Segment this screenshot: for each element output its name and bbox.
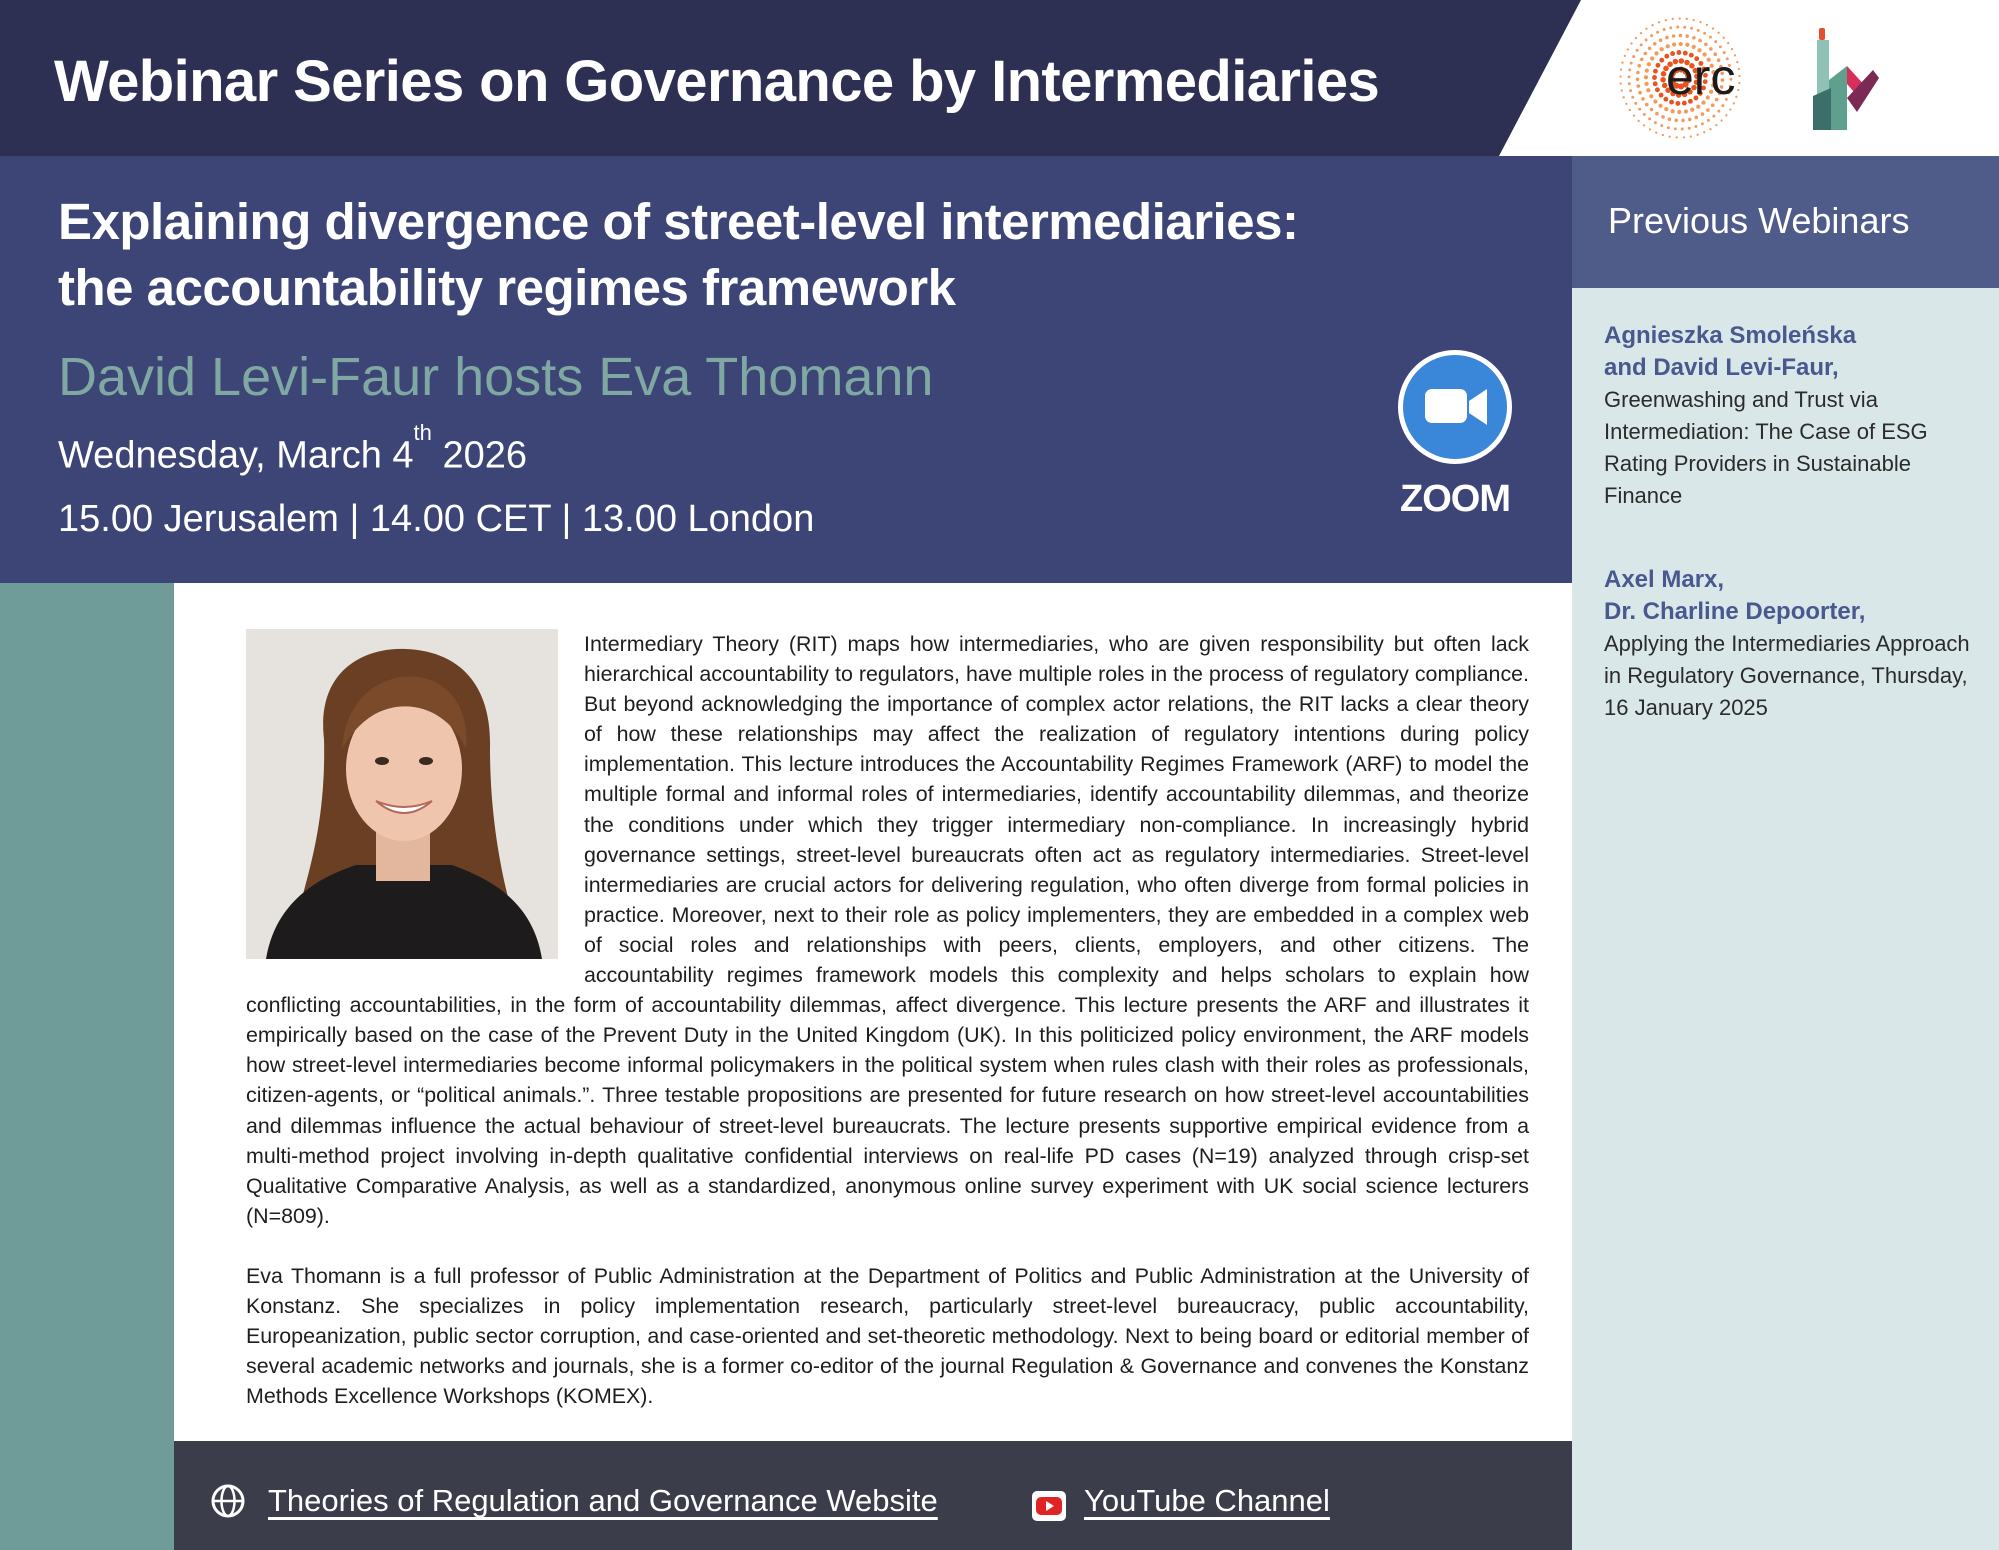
erc-logo-dot (1653, 42, 1657, 46)
erc-logo-dot (1676, 26, 1679, 29)
erc-logo-dot (1635, 37, 1637, 39)
erc-logo-dot (1627, 48, 1629, 50)
erc-logo-dot (1670, 109, 1674, 113)
erc-logo-dot (1738, 68, 1740, 70)
webinar-author-line: Agnieszka Smoleńska (1604, 322, 1857, 349)
erc-logo-dot (1620, 68, 1622, 70)
erc-logo-dot (1729, 108, 1731, 110)
erc-logo-dot (1719, 45, 1722, 48)
erc-logo (1614, 8, 1764, 148)
event-times: 15.00 Jerusalem | 14.00 CET | 13.00 London (58, 498, 815, 540)
erc-logo-dot (1709, 36, 1712, 39)
erc-logo-dot (1672, 18, 1674, 20)
erc-logo-dot (1644, 52, 1648, 56)
erc-logo-dot (1720, 119, 1722, 121)
erc-logo-dot (1640, 32, 1642, 34)
series-title: Webinar Series on Governance by Intermediaries (54, 49, 1380, 114)
erc-logo-dot (1660, 47, 1664, 51)
erc-logo-dot (1736, 61, 1738, 63)
erc-logo-dot (1735, 96, 1737, 98)
erc-logo-dot (1666, 44, 1670, 48)
erc-logo-dot (1674, 127, 1677, 130)
erc-logo-dot (1683, 136, 1685, 138)
erc-logo-dot (1655, 87, 1660, 92)
erc-logo-dot (1715, 124, 1717, 126)
erc-logo-dot (1679, 17, 1681, 19)
previous-webinar-item[interactable] (1604, 564, 1974, 724)
erc-logo-dot (1653, 69, 1658, 74)
hosts-line: David Levi-Faur hosts Eva Thomann (58, 347, 934, 407)
erc-logo-dot (1633, 115, 1635, 117)
erc-logo-dot (1638, 108, 1641, 111)
erc-logo-dot (1681, 128, 1684, 131)
erc-logo-dot (1696, 105, 1700, 109)
speaker-bio: Eva Thomann is a full professor of Public Administration at the Department of Politics and Public Administration at the University of Konstanz. She specializes in policy implementation research, particularly street-level bureaucracy, public accountability, Europeanization, public sector corruption, and case-oriented and set-theoretic methodology. Next to being board or editorial member of several academic networks and journals, she is a former co-editor of the journal Regulation & Governance and convenes the Konstanz Methods Excellence Workshops (KOMEX). (246, 1263, 1529, 1409)
erc-logo-dot (1645, 68, 1649, 72)
erc-logo-dot (1645, 38, 1648, 41)
erc-logo-dot (1644, 82, 1648, 86)
previous-webinars-list (1572, 288, 1999, 1550)
erc-logo-dot (1665, 36, 1669, 40)
zoom-link[interactable] (1385, 350, 1525, 521)
abstract-block (246, 629, 1529, 1411)
erc-logo-dot (1663, 28, 1666, 31)
erc-logo-dot (1632, 55, 1635, 58)
event-title-line-2: the accountability regimes framework (58, 259, 956, 316)
erc-logo-dot (1725, 114, 1727, 116)
event-date-main: Wednesday, March 4 (58, 434, 414, 477)
erc-logo-dot (1649, 94, 1653, 98)
webinar-authors (1604, 564, 1974, 628)
erc-logo-dot (1688, 118, 1692, 122)
erc-logo-dot (1683, 26, 1686, 29)
erc-logo-dot (1693, 19, 1695, 21)
erc-logo-dot (1737, 89, 1739, 91)
erc-logo-dot (1630, 42, 1632, 44)
erc-logo-dot (1653, 99, 1657, 103)
erc-logo-dot (1646, 88, 1650, 92)
erc-logo-dot (1638, 91, 1642, 95)
erc-logo-dot (1712, 27, 1714, 29)
erc-logo-dot (1660, 124, 1663, 127)
erc-logo-dot (1684, 109, 1688, 113)
erc-logo-dot (1685, 34, 1689, 38)
erc-logo-dot (1669, 26, 1672, 29)
erc-logo-dot (1698, 39, 1702, 43)
erc-logo-dot (1638, 120, 1640, 122)
erc-logo-dot (1636, 71, 1640, 75)
erc-logo-dot (1645, 28, 1647, 30)
erc-logo-dot (1704, 43, 1708, 47)
erc-logo-dot (1619, 75, 1621, 77)
erc-logo-dot (1628, 75, 1631, 78)
event-date-year: 2026 (431, 434, 527, 477)
erc-logo-dot (1727, 42, 1729, 44)
erc-logo-dot (1669, 135, 1671, 137)
erc-logo-dot (1621, 61, 1623, 63)
erc-logo-dot (1656, 31, 1659, 34)
erc-logo-dot (1701, 112, 1705, 116)
erc-logo-dot (1628, 82, 1631, 85)
speaker-photo (246, 629, 558, 959)
erc-logo-dot (1655, 131, 1657, 133)
erc-logo-dot (1696, 134, 1698, 136)
erc-logo-dot (1644, 75, 1648, 79)
erc-logo-dot (1690, 108, 1694, 112)
erc-logo-dot (1706, 24, 1708, 26)
erc-logo-dot (1634, 102, 1637, 105)
erc-logo-dot (1654, 51, 1658, 55)
globe-icon (210, 1483, 246, 1519)
erc-logo-dot (1658, 21, 1660, 23)
erc-logo-dot (1717, 32, 1719, 34)
erc-logo-dot (1695, 116, 1699, 120)
erc-logo-dot (1655, 112, 1659, 116)
erc-logo-dot (1637, 84, 1641, 88)
erc-logo-dot (1631, 96, 1634, 99)
erc-logo-dot (1624, 55, 1626, 57)
youtube-link[interactable]: YouTube Channel (1084, 1483, 1330, 1518)
erc-logo-dot (1676, 136, 1678, 138)
erc-logo-dot (1638, 64, 1642, 68)
erc-logo-dot (1703, 131, 1705, 133)
erc-logo-dot (1643, 124, 1645, 126)
erc-logo-dot (1674, 119, 1678, 123)
erc-logo-dot (1701, 122, 1704, 125)
erc-logo-dot (1681, 119, 1685, 123)
university-logo (1803, 26, 1883, 146)
previous-webinar-item[interactable] (1604, 320, 1974, 512)
main-content (174, 583, 1572, 1441)
webinar-author-line: Axel Marx, (1604, 566, 1725, 593)
previous-webinars-title: Previous Webinars (1608, 200, 1910, 241)
erc-logo-dot (1629, 109, 1631, 111)
erc-logo-dot (1738, 75, 1740, 77)
erc-logo-dot (1672, 42, 1676, 46)
erc-logo-dot (1672, 34, 1676, 38)
erc-logo-dot (1645, 103, 1649, 107)
erc-logo-dot (1620, 82, 1622, 84)
footer-bar (174, 1441, 1572, 1550)
erc-logo-dot (1662, 134, 1664, 136)
erc-logo-dot (1636, 78, 1640, 82)
erc-logo-dot (1697, 29, 1700, 32)
erc-logo-dot (1667, 126, 1670, 129)
erc-logo-dot (1651, 24, 1653, 26)
erc-logo-dot (1659, 58, 1664, 63)
erc-logo-dot (1628, 68, 1631, 71)
event-date (58, 420, 527, 478)
erc-logo-dot (1703, 32, 1706, 35)
erc-logo-dot (1655, 63, 1660, 68)
erc-logo-dot (1648, 47, 1652, 51)
erc-logo-dot (1650, 34, 1653, 37)
erc-logo-dot (1649, 128, 1651, 130)
erc-logo-dot (1688, 127, 1691, 130)
erc-logo-dot (1707, 119, 1710, 122)
event-title-line-1: Explaining divergence of street-level intermediaries: (58, 193, 1299, 250)
erc-logo-dot (1668, 117, 1672, 121)
webinar-description: Applying the Intermediaries Approach in Regulatory Governance, Thursday, 16 January 2025 (1604, 631, 1970, 720)
erc-logo-dot (1629, 89, 1632, 92)
decorative-strip (0, 583, 174, 1550)
erc-logo-dot (1621, 89, 1623, 91)
webinar-author-line: Dr. Charline Depoorter, (1604, 598, 1866, 625)
erc-logo-dot (1661, 115, 1665, 119)
previous-webinars-header (1572, 156, 1999, 288)
logo-panel (1499, 0, 1999, 156)
erc-logo-dot (1650, 108, 1654, 112)
erc-logo-dot (1717, 110, 1720, 113)
webinar-author-line: and David Levi-Faur, (1604, 354, 1839, 381)
erc-logo-dot (1647, 62, 1651, 66)
webinar-description: Greenwashing and Trust via Intermediation: The Case of ESG Rating Providers in Sustainable Finance (1604, 387, 1928, 508)
erc-logo-dot (1694, 125, 1697, 128)
erc-logo-dot (1641, 97, 1645, 101)
erc-logo-dot (1692, 36, 1696, 40)
erc-logo-dot (1652, 75, 1657, 80)
erc-logo-dot (1659, 38, 1663, 42)
erc-logo-dot (1654, 121, 1657, 124)
erc-logo-text: erc (1666, 49, 1736, 105)
event-hero (0, 156, 1572, 583)
erc-logo-dot (1623, 96, 1625, 98)
erc-logo-dot (1699, 21, 1701, 23)
erc-logo-dot (1625, 103, 1627, 105)
webinar-authors (1604, 320, 1974, 384)
erc-logo-dot (1709, 128, 1711, 130)
erc-logo-dot (1640, 58, 1644, 62)
erc-logo-dot (1659, 93, 1664, 98)
erc-logo-dot (1664, 107, 1668, 111)
erc-logo-dot (1723, 37, 1725, 39)
website-link[interactable]: Theories of Regulation and Governance Website (268, 1483, 938, 1518)
erc-logo-dot (1706, 108, 1710, 112)
erc-logo-dot (1714, 40, 1717, 43)
erc-logo-dot (1738, 82, 1740, 84)
abstract-text: Intermediary Theory (RIT) maps how intermediaries, who are given responsibility but often lack hierarchical accountability to regulators, have multiple roles in the process of regulatory compliance. But beyond acknowledging the importance of complex actor relations, the RIT lacks a clear theory of how these relationships may affect the realization of regulatory intentions during policy implementation. This lecture introduces the Accountability Regimes Framework (ARF) to model the multiple formal and informal roles of intermediaries, identify accountability dilemmas, and theorize the conditions under which they trigger intermediary non-compliance. In increasingly hybrid governance settings, street-level bureaucrats often act as regulatory intermediaries. Street-level intermediaries are crucial actors for delivering regulation, who often diverge from formal policies in practice. Moreover, next to their role as policy implementers, they are embedded in a complex web of social roles and relationships with peers, clients, employers, and other citizens. The accountability regimes framework models this complexity and helps scholars to explain how conflicting accountabilities, in the form of accountability dilemmas, affect divergence. This lecture presents the ARF and illustrates it empirically based on the case of the Prevent Duty in the United Kingdom (UK). In this politicized policy environment, the ARF models how street-level intermediaries become informal policymakers in the political system when rules clash with their roles as professionals, citizen-agents, or “political animals.”. Three testable propositions are presented for future research on how street-level accountabilities and dilemmas influence the actual behaviour of street-level bureaucrats. The lecture presents supportive empirical evidence from a multi-method project involving in-depth qualitative confidential interviews on real-life PD cases (N=19) analyzed through crisp-set Qualitative Comparative Analysis, as well as a standardized, anonymous online survey experiment with UK social science lecturers (N=809). (246, 632, 1529, 1228)
video-camera-icon (1398, 350, 1512, 464)
erc-logo-dot (1685, 43, 1689, 47)
erc-logo-dot (1630, 62, 1633, 65)
erc-logo-dot (1643, 113, 1646, 116)
erc-logo-dot (1690, 27, 1693, 30)
zoom-label: ZOOM (1400, 478, 1510, 520)
erc-logo-dot (1658, 104, 1662, 108)
erc-logo-dot (1636, 49, 1639, 52)
erc-logo-dot (1686, 18, 1688, 20)
erc-logo-dot (1640, 43, 1643, 46)
erc-logo-dot (1679, 34, 1683, 38)
erc-logo-dot (1648, 117, 1651, 120)
erc-logo-dot (1690, 135, 1692, 137)
event-date-sup: th (413, 420, 432, 445)
erc-logo-dot (1677, 110, 1681, 114)
erc-logo-dot (1650, 56, 1654, 60)
event-title (58, 189, 1378, 321)
youtube-icon (1032, 1491, 1066, 1521)
erc-logo-dot (1665, 19, 1667, 21)
erc-logo-dot (1653, 81, 1658, 86)
erc-logo-dot (1712, 115, 1715, 118)
erc-logo-dot (1679, 42, 1683, 46)
header-bar (0, 0, 1999, 156)
